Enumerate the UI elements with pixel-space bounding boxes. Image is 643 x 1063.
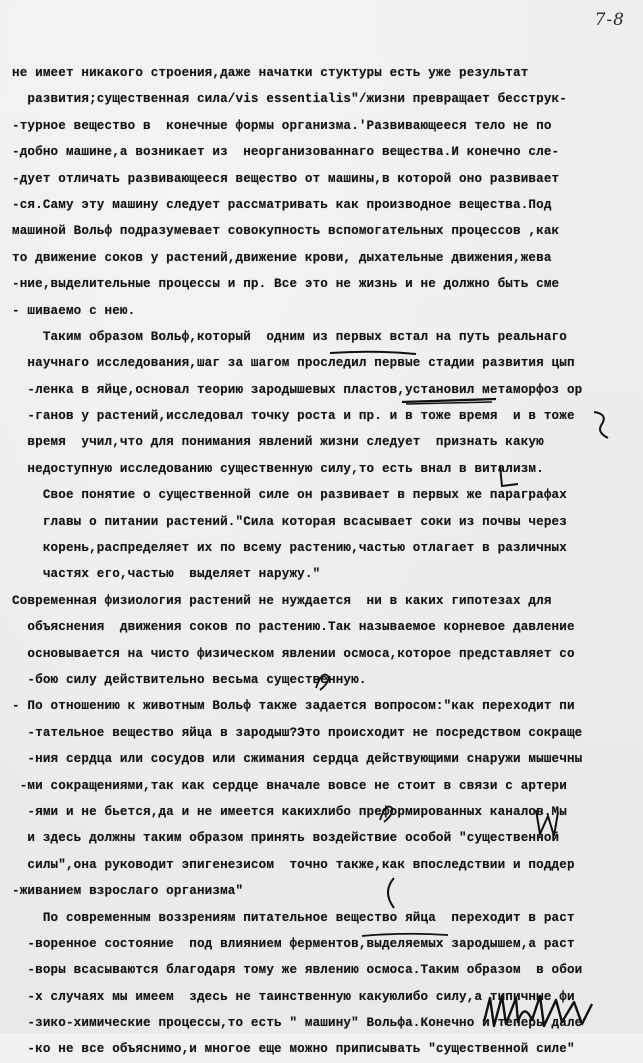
text-line: корень,распределяет их по всему растению,частью отлагает в различных — [12, 541, 567, 556]
text-line: Современная физиология растений не нуждается ни в каких гипотезах для — [12, 593, 552, 608]
text-line: - шиваемо с нею. — [12, 303, 136, 318]
page-number: 7-8 — [594, 10, 625, 30]
typed-text-body — [12, 60, 638, 1063]
text-line: -ганов у растений,исследовал точку роста и пр. и в тоже время и в тоже — [12, 409, 575, 424]
text-line: развития;существенная сила/vis essentialis"/жизни превращает бесструк- — [12, 92, 567, 107]
text-line: -турное вещество в конечные формы организма.'Развивающееся тело не по — [12, 118, 552, 133]
text-line: -ние,выделительные процессы и пр. Все это не жизнь и не должно быть сме — [12, 277, 560, 292]
text-line: то движение соков у растений,движение крови, дыхательные движения,жева — [12, 250, 552, 265]
text-line: время учил,что для понимания явлений жизни следует признать какую — [12, 435, 544, 450]
text-line: -х случаях мы имеем здесь не таинственную какуюлибо силу,а типичные фи — [12, 989, 575, 1004]
text-line: -воры всасываются благодаря тому же явлению осмоса.Таким образом в обои — [12, 963, 583, 978]
text-line: силы",она руководит эпигенезисом точно также,как впоследствии и поддер — [12, 857, 575, 872]
text-line: -тательное вещество яйца в зародыш?Это происходит не посредством сокраще — [12, 725, 583, 740]
text-line: -дует отличать развивающееся вещество от машины,в которой оно развивает — [12, 171, 560, 186]
text-line: -ленка в яйце,основал теорию зародышевых пластов,установил метаморфоз ор — [12, 382, 583, 397]
text-line: машиной Вольф подразумевает совокупность вспомогательных процессов ,как — [12, 224, 560, 239]
text-line: Свое понятие о существенной силе он развивает в первых же параграфах — [12, 488, 567, 503]
handwritten-signature — [478, 992, 598, 1032]
text-line: -воренное состояние под влиянием ферментов,выделяемых зародышем,а раст — [12, 936, 575, 951]
text-line: По современным воззрениям питательное вещество яйца переходит в раст — [12, 910, 575, 925]
text-line: недоступную исследованию существенную силу,то есть внал в витализм. — [12, 461, 544, 476]
text-line: -зико-химические процессы,то есть " машину" Вольфа.Конечно и теперь дале — [12, 1016, 583, 1031]
text-line: частях его,частью выделяет наружу." — [12, 567, 321, 582]
text-line: и здесь должны таким образом принять воздействие особой "существенной — [12, 831, 560, 846]
text-line: главы о питании растений."Сила которая всасывает соки из почвы через — [12, 514, 567, 529]
text-line: научнаго исследования,шаг за шагом проследил первые стадии развития цып — [12, 356, 575, 371]
text-line: объяснения движения соков по растению.Так называемое корневое давление — [12, 620, 575, 635]
text-line: -ния сердца или сосудов или сжимания сердца действующими снаружи мышечны — [12, 752, 583, 767]
text-line: Таким образом Вольф,который одним из первых встал на путь реальнаго — [12, 329, 567, 344]
text-line: -ся.Саму эту машину следует рассматривать как производное вещества.Под — [12, 197, 552, 212]
text-line: -добно машине,а возникает из неорганизованнаго вещества.И конечно сле- — [12, 145, 560, 160]
text-line: - По отношению к животным Вольф также задается вопросом:"как переходит пи — [12, 699, 575, 714]
text-line: основывается на чисто физическом явлении осмоса,которое представляет со — [12, 646, 575, 661]
text-line: -ми сокращениями,так как сердце вначале вовсе не стоит в связи с артери — [12, 778, 567, 793]
text-line: -живанием взрослаго организма" — [12, 884, 244, 899]
text-line: -ями и не бьется,да и не имеется какихлибо преформированных каналов.Мы — [12, 804, 567, 819]
text-line: -бою силу действительно весьма существенную. — [12, 672, 367, 687]
text-line: не имеет никакого строения,даже начатки стуктуры есть уже результат — [12, 66, 529, 80]
text-line: -ко не все объяснимо,и многое еще можно приписывать "существенной силе" — [12, 1042, 575, 1057]
